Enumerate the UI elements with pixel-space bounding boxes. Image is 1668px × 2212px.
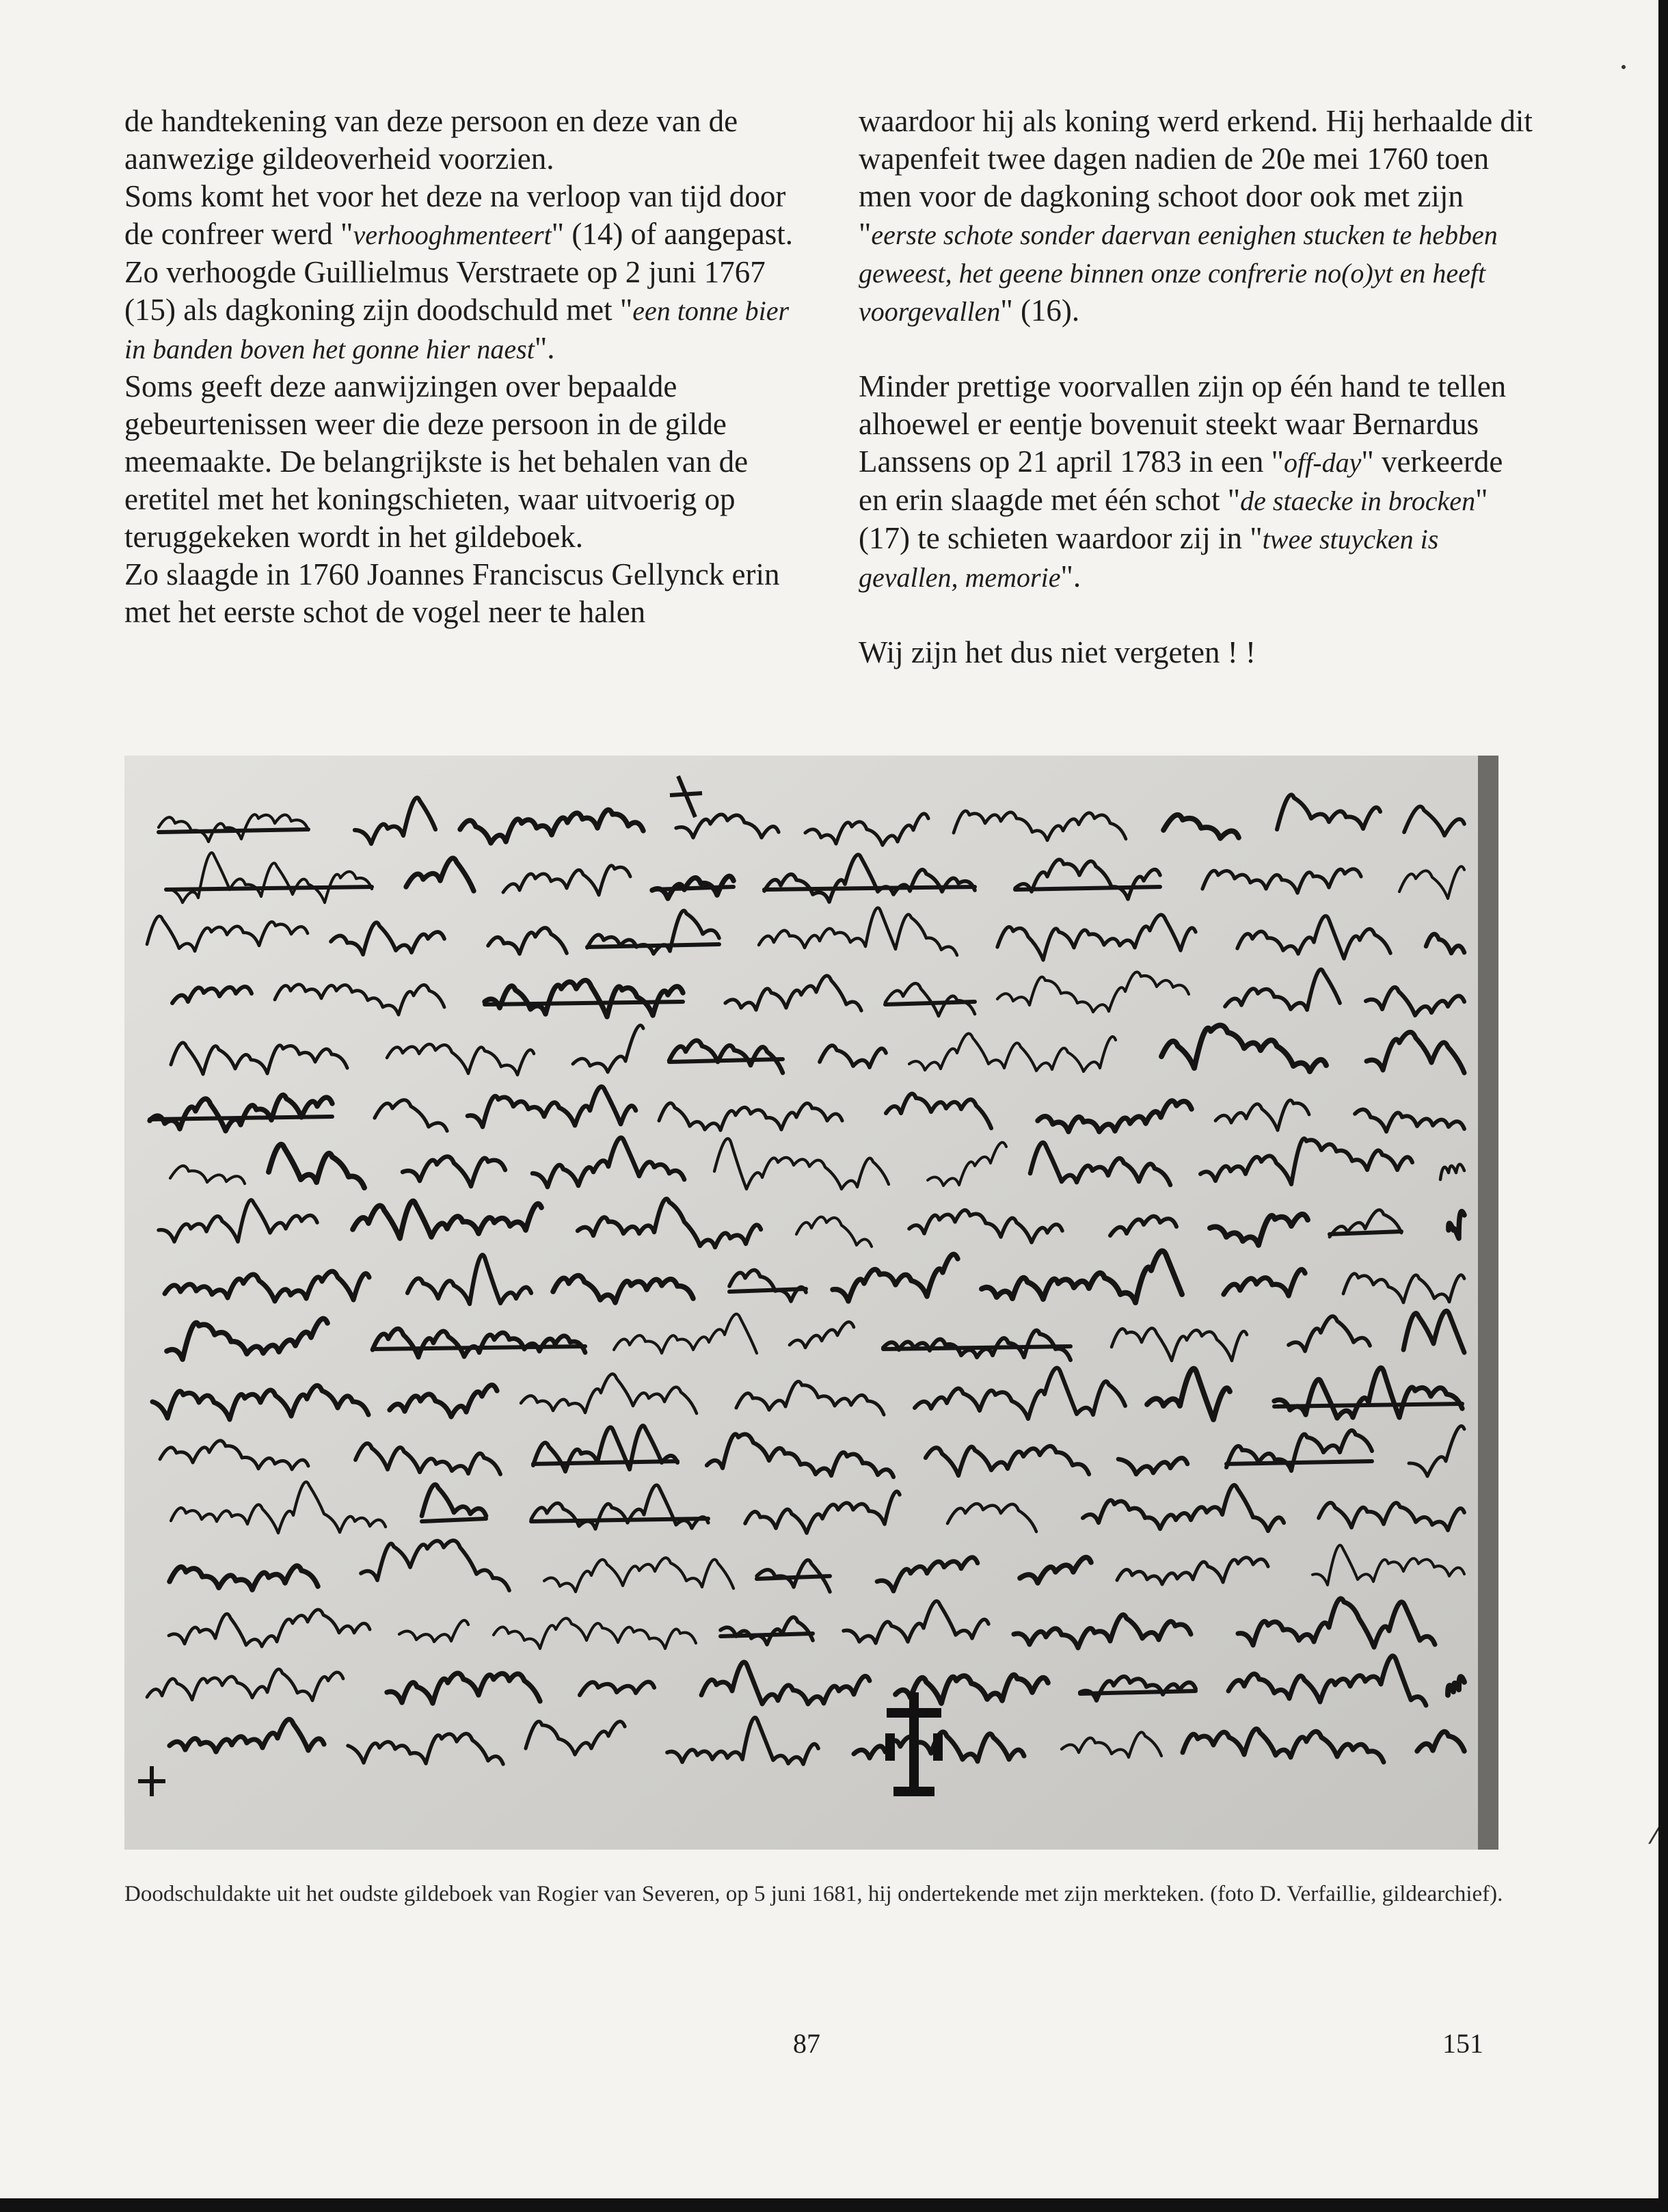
body-text: " (16). [1000,293,1080,328]
strike-through [729,1289,806,1292]
strike-through [533,1461,677,1464]
right-text-column [859,103,1535,671]
quoted-archive-text: verhooghmenteert [353,219,552,250]
strike-through [757,1576,830,1579]
strike-through [485,1002,683,1004]
body-text: Wij zijn het dus niet vergeten ! ! [859,635,1256,669]
quoted-archive-text: twee stuycken is gevallen, memorie [859,524,1439,593]
paragraph [124,103,801,178]
quoted-archive-text: off-day [1284,447,1362,478]
strike-through [150,1117,332,1119]
margin-tick-mark: ⁄ [1653,1819,1658,1850]
strike-through [652,887,734,890]
body-text: waardoor hij als koning werd erkend. Hij herhaalde dit wapenfeit twee dagen nadien de 20e mei 1760 toen men voor de dagkoning schoot door ook met zijn " [859,104,1533,251]
quoted-archive-text: een tonne bier in banden boven het gonne hier naest [124,295,790,364]
body-text: Soms geeft deze aanwijzingen over bepaalde gebeurtenissen weer die deze persoon in de gilde meemaakte. De belangrijkste is het behalen van de eretitel met het koningschieten, waar uitvoerig op teruggekeken wordt in het gildeboek. [124,369,749,554]
strike-through [159,829,308,832]
strike-through [587,944,719,947]
strike-through [764,887,975,890]
strike-through [1330,1231,1401,1234]
page-number-left: 87 [793,2028,820,2059]
print-mark-dot [1622,65,1626,69]
paragraph [859,103,1535,330]
photo-caption: Doodschuldakte uit het oudste gildeboek van Rogier van Severen, op 5 juni 1681, hij ondertekende met zijn merkteken. (foto D. Verfaillie, gildearchief). [124,1882,1503,1906]
page-number-right: 151 [1442,2028,1483,2059]
strike-through [669,1059,783,1062]
strike-through [1015,887,1160,890]
strike-through [885,1002,975,1004]
body-text: Minder prettige voorvallen zijn op één hand te tellen alhoewel er eentje bovenuit steekt waar Bernardus Lanssens op 21 april 1783 in een " [859,369,1507,479]
paragraph [124,368,801,556]
body-text: ". [534,331,555,365]
body-text: Soms komt het voor het deze na verloop van tijd door de confreer werd " [124,179,786,251]
strike-through [1226,1461,1372,1464]
quoted-archive-text: de staecke in brocken [1240,485,1476,516]
paragraph [859,634,1535,671]
quoted-archive-text: eerste schote sonder daervan eenighen stucken te hebben geweest, het geene binnen onze confrerie no(o)yt en heeft voorgevallen [859,219,1498,327]
body-text: " (14) of aangepast. Zo verhoogde Guillielmus Verstraete op 2 juni 1767 (15) als dagkoning zijn doodschuld met " [124,217,793,327]
body-text: Zo slaagde in 1760 Joannes Franciscus Gellynck erin met het eerste schot de vogel neer te halen [124,557,780,629]
paragraph-gap [859,596,1535,634]
scan-edge-right [1658,0,1668,2212]
body-text: " verkeerde en erin slaagde met één schot " [859,444,1503,517]
left-text-column [124,103,801,631]
strike-through [1274,1404,1462,1407]
strike-through [166,887,372,890]
paragraph-gap [859,330,1535,368]
strike-through [373,1346,585,1349]
paragraph [124,556,801,631]
body-text: " (17) te schieten waardoor zij in " [859,483,1488,555]
strike-through [531,1519,708,1521]
paragraph [859,368,1535,596]
manuscript-photo [124,756,1498,1850]
paragraph [124,178,801,368]
strike-through [883,1346,1071,1349]
body-text: de handtekening van deze persoon en deze van de aanwezige gildeoverheid voorzien. [124,104,738,176]
body-text: ". [1060,559,1081,594]
handwritten-manuscript-image [124,756,1498,1850]
strike-through [721,1634,813,1636]
strike-through [422,1519,486,1521]
strike-through [1080,1691,1196,1694]
scan-edge-bottom [0,2198,1668,2212]
